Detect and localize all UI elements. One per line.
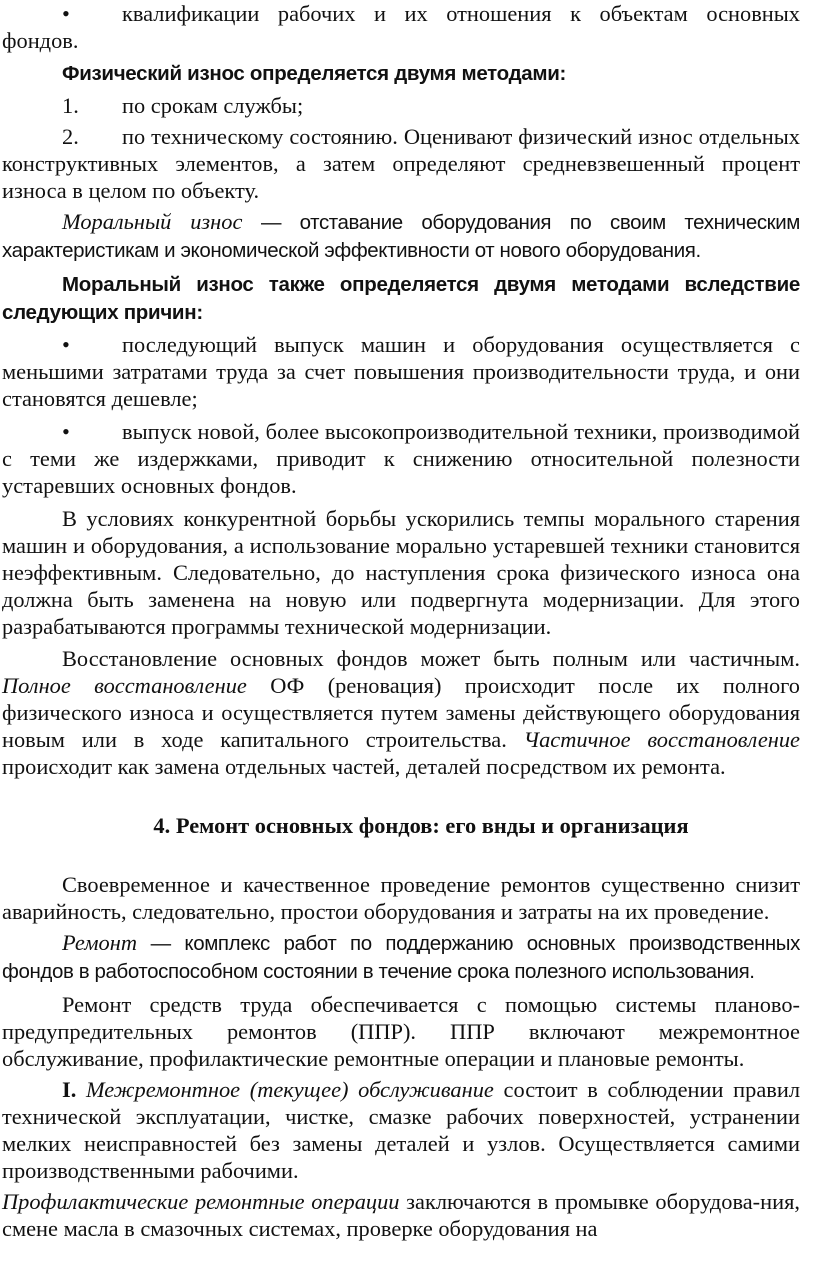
roman-marker: I. [62, 1077, 77, 1102]
paragraph-interrepair [2, 1076, 800, 1184]
number-marker: 2. [62, 124, 79, 149]
definition-text: — комплекс работ по поддержанию основных производственных фондов в работоспособном состоянии в течение срока полезного использования. [2, 932, 800, 983]
bullet-icon: • [62, 332, 70, 357]
term-preventive: Профилактические ремонтные операции [2, 1189, 400, 1214]
interrepair-text: состоит в соблюдении правил технической эксплуатации, чистке, смазке рабочих поверхностей, устранении мелких неисправностей без замены деталей и узлов. Осуществляется самими производственными рабочими. [2, 1077, 800, 1183]
bullet-icon: • [62, 1, 70, 26]
paragraph-competition: В условиях конкурентной борьбы ускорились темпы морального старения машин и оборудования, а использование морально устаревшей техники становится неэффективным. Следовательно, до наступления срока физического износа она должна быть заменена на новую или подвергнута модернизации. Для этого разрабатываются программы технической модернизации. [2, 506, 800, 639]
number-marker: 1. [62, 93, 79, 118]
definition-text: — отставание оборудования по своим техническим характеристикам и экономической эффективности от нового оборудования. [2, 211, 800, 262]
restoration-text: ОФ (реновация) происходит после их полного физического износа и осуществляется путем замены действующего оборудования новым или в ходе капитального строительства. [2, 673, 800, 752]
numbered-item-2 [2, 123, 800, 204]
preventive-text: заключаются в промывке оборудова-ния, смене масла в смазочных системах, проверке оборудования на [2, 1189, 800, 1241]
paragraph-restoration [2, 645, 800, 780]
term-partial-restoration: Частичное восстановление [523, 727, 800, 752]
paragraph-timely-repair: Своевременное и качественное проведение ремонтов существенно снизит аварийность, следовательно, простои оборудования и затраты на их проведение. [2, 872, 800, 924]
moral-wear-heading: Моральный износ также определяется двумя методами вследствие следующих причин: [2, 273, 800, 324]
term-moral-wear: Моральный износ [62, 209, 243, 234]
bullet-text: выпуск новой, более высокопроизводительной техники, производимой с теми же издержками, приводит к снижению относительной полезности устаревших основных фондов. [2, 419, 800, 498]
moral-wear-definition [2, 208, 800, 264]
numbered-item-1 [2, 92, 800, 119]
paragraph-ppr: Ремонт средств труда обеспечивается с помощью системы планово-предупредительных ремонтов (ППР). ППР включают межремонтное обслуживание, профилактические ремонтные операции и плановые ремонты. [2, 992, 800, 1071]
numbered-text: по техническому состоянию. Оценивают физический износ отдельных конструктивных элементов, а затем определяют средневзвешенный процент износа в целом по объекту. [2, 124, 800, 203]
bullet-item-qualification [2, 0, 800, 27]
term-interrepair: Межремонтное (текущее) обслуживание [85, 1077, 494, 1102]
numbered-text: по срокам службы; [122, 93, 304, 118]
bullet-continuation: фондов. [2, 28, 79, 53]
bullet-icon: • [62, 419, 70, 444]
term-repair: Ремонт [62, 930, 138, 955]
bullet-item-new-equipment [2, 418, 800, 499]
bullet-text: квалификации рабочих и их отношения к объектам основных [122, 1, 800, 26]
bullet-item-cheaper [2, 331, 800, 412]
phys-wear-heading: Физический износ определяется двумя методами: [62, 62, 567, 85]
paragraph-preventive [2, 1188, 800, 1242]
repair-definition [2, 929, 800, 985]
bullet-text: последующий выпуск машин и оборудования осуществляется с меньшими затратами труда за счет повышения производительности труда, и они становятся дешевле; [2, 332, 800, 411]
restoration-text: Восстановление основных фондов может быть полным или частичным. [62, 646, 800, 671]
section-heading: 4. Ремонт основных фондов: его внды и организация [153, 813, 689, 838]
restoration-text: происходит как замена отдельных частей, деталей посредством их ремонта. [2, 754, 726, 779]
term-full-restoration: Полное восстановление [2, 673, 247, 698]
